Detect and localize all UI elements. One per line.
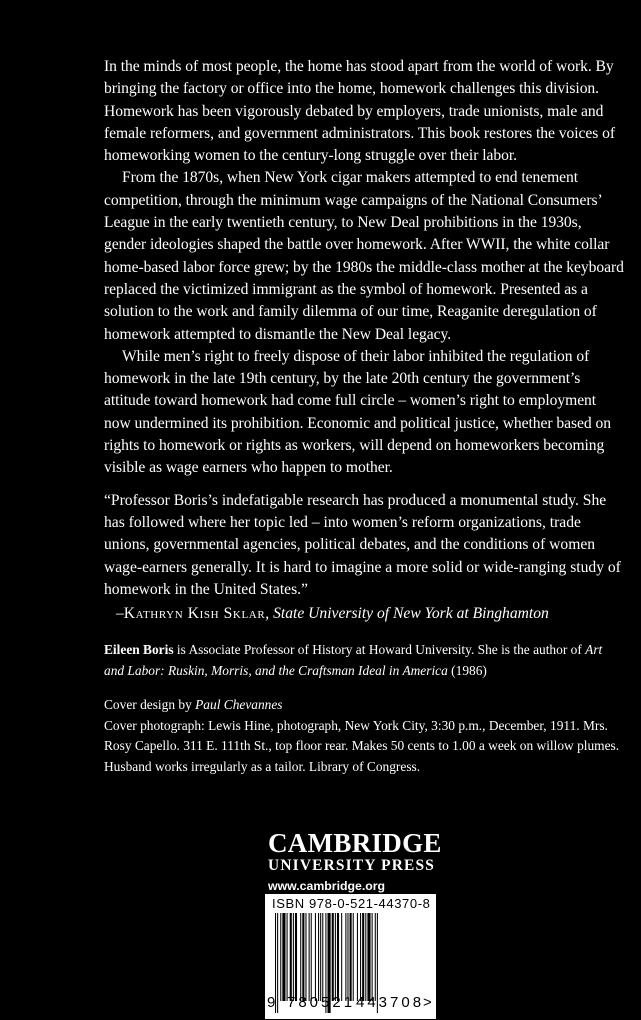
publisher-name: CAMBRIDGE xyxy=(268,828,442,858)
author-name: Eileen Boris xyxy=(104,642,174,658)
blurb-paragraph-3: While men’s right to freely dispose of their labor inhibited the regulation of homework in the late 19th century, by the late 20th century the government’s attitude toward homework had come full circle – women’s right to employment now undermined its prohibition. Economic and political justice, whether based on rights to homework or rights as workers, will depend on homeworkers becoming visible as wage earners who happen to mother. xyxy=(104,347,612,477)
barcode-left-group: 780521 xyxy=(287,994,356,1011)
barcode-bar xyxy=(309,913,310,1001)
barcode-bar xyxy=(315,913,316,1001)
review-attribution xyxy=(116,603,624,625)
cover-photo-credit: Cover photograph: Lewis Hine, photograph, New York City, 3:30 p.m., December, 1911. Mrs. Rosy Capello. 311 E. 111th St., top floor rear. Makes 50 cents to 1.00 a week on willow plumes. Husband works irregularly as a tailor. Library of Congress. xyxy=(104,717,620,774)
barcode-bar xyxy=(375,913,376,1001)
barcode-bar xyxy=(322,913,323,1001)
barcode-bar xyxy=(302,913,304,1001)
barcode-bar xyxy=(311,913,312,1001)
barcode-bar xyxy=(335,913,336,1001)
author-bio xyxy=(104,640,624,681)
barcode-bar xyxy=(367,913,370,1001)
review-quote: “Professor Boris’s indefatigable research has produced a monumental study. She has followed where her topic led – into women’s reform organizations, trade unions, governmental agencies, political debates, and the conditions of women wage-earners generally. It is hard to imagine a more solid or wide-ranging study of homework in the United States.” xyxy=(104,491,621,598)
previous-book-year: (1986) xyxy=(447,662,487,678)
previous-book-title: Art and Labor: Ruskin, Morris, and the Craftsman Ideal in America xyxy=(104,642,603,678)
barcode-bar xyxy=(365,913,366,1001)
barcode-right-group: 443708 xyxy=(356,994,425,1011)
attribution-separator: , xyxy=(265,605,274,623)
barcode-bar xyxy=(347,913,348,1001)
barcode-bar xyxy=(332,913,334,1001)
isbn-text: ISBN 978-0-521-44370-8 xyxy=(272,896,431,911)
publisher-press: UNIVERSITY PRESS xyxy=(268,857,436,874)
cover-design-label: Cover design by xyxy=(104,697,196,713)
author-bio-text: is Associate Professor of History at Howard University. She is the author of xyxy=(173,642,586,658)
barcode-bar xyxy=(353,913,354,1001)
barcode-bar xyxy=(360,913,361,1001)
barcode-bar xyxy=(350,913,352,1001)
blurb-paragraph-2: From the 1870s, when New York cigar makers attempted to end tenement competition, through the minimum wage campaigns of the National Consumers’ League in the early twentieth century, to New Deal prohibitions in the 1930s, gender ideologies shaped the battle over homework. After WWII, the white collar home-based labor force grew; by the 1980s the middle-class mother at the keyboard replaced the victimized immigrant as the symbol of homework. Presented as a solution to the work and family dilemma of our time, Reaganite deregulation of homework attempted to dismantle the New Deal legacy. xyxy=(104,169,624,343)
barcode-bar xyxy=(357,913,358,1001)
barcode-bar xyxy=(282,913,285,1001)
publisher-logo xyxy=(268,828,442,895)
barcode-bar xyxy=(337,913,339,1001)
barcode-bar xyxy=(372,913,373,1001)
barcode-first-digit: 9 xyxy=(267,994,276,1011)
barcode-bar xyxy=(305,913,306,1001)
barcode-bar xyxy=(341,913,342,1001)
barcode-bar xyxy=(345,913,346,1001)
reviewer-name: Kathryn Kish Sklar xyxy=(123,605,266,623)
isbn-barcode xyxy=(265,894,436,1019)
reviewer-institution: State University of New York at Binghamton xyxy=(273,605,549,623)
back-cover-text xyxy=(104,56,624,777)
barcode-marker: > xyxy=(423,994,432,1011)
barcode-bar xyxy=(362,913,364,1001)
barcode-bar xyxy=(293,913,294,1001)
cover-designer: Paul Chevannes xyxy=(195,697,283,713)
barcode-bar xyxy=(300,913,301,1001)
barcode-bar xyxy=(295,913,297,1001)
barcode-bar xyxy=(287,913,288,1001)
barcode-digits xyxy=(265,991,436,1015)
barcode-bar xyxy=(280,913,281,1001)
blurb-paragraph-1: In the minds of most people, the home has stood apart from the world of work. By bringing the factory or office into the home, homework challenges this division. Homework has been vigorously debated by employers, trade unionists, male and female reformers, and government administrators. This book restores the voices of homeworking women to the century-long struggle over their labor. xyxy=(104,58,615,165)
barcode-bar xyxy=(320,913,321,1001)
publisher-url: www.cambridge.org xyxy=(268,879,386,893)
barcode-bar xyxy=(290,913,292,1001)
attribution-dash: – xyxy=(116,605,124,623)
barcode-bar xyxy=(318,913,319,1001)
cover-design-credit xyxy=(104,695,624,716)
